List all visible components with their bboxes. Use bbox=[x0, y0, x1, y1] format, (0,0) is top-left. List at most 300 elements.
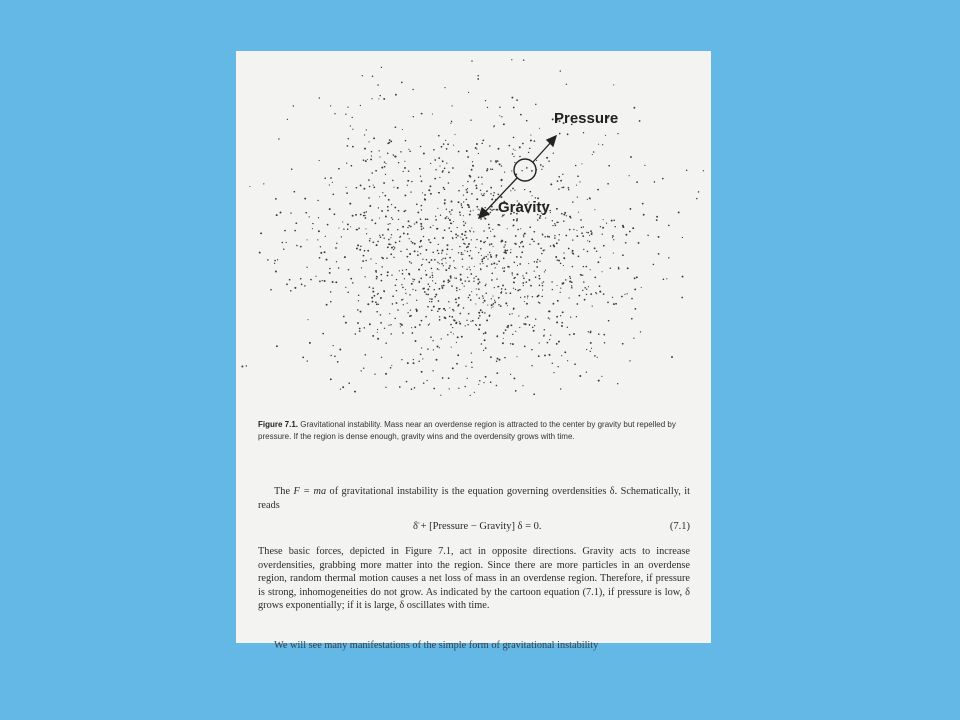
particle bbox=[483, 257, 485, 259]
particle bbox=[419, 246, 421, 248]
particle bbox=[541, 282, 542, 283]
particle bbox=[430, 336, 432, 338]
particle bbox=[346, 187, 347, 188]
particle bbox=[544, 250, 545, 251]
particle bbox=[520, 228, 521, 229]
particle bbox=[510, 252, 511, 253]
particle bbox=[409, 238, 410, 239]
particle bbox=[481, 193, 482, 194]
particle bbox=[451, 316, 453, 318]
particle bbox=[529, 244, 530, 245]
particle bbox=[509, 314, 510, 315]
particle bbox=[629, 360, 630, 361]
particle bbox=[409, 261, 410, 262]
particle bbox=[449, 316, 451, 318]
particle bbox=[390, 141, 392, 143]
particle bbox=[364, 250, 366, 252]
particle bbox=[470, 210, 471, 211]
particle bbox=[629, 175, 630, 176]
particle bbox=[560, 287, 561, 288]
figure-caption bbox=[258, 419, 690, 443]
particle bbox=[511, 272, 513, 274]
particle bbox=[367, 250, 369, 252]
particle bbox=[342, 386, 344, 388]
particle bbox=[468, 280, 470, 282]
particle bbox=[505, 292, 507, 294]
particle bbox=[682, 276, 684, 278]
particle bbox=[368, 197, 370, 199]
particle bbox=[442, 287, 444, 289]
particle bbox=[552, 289, 553, 290]
particle bbox=[527, 316, 529, 318]
particle bbox=[476, 187, 478, 189]
particle bbox=[504, 267, 506, 269]
particle bbox=[485, 332, 486, 333]
particle bbox=[466, 150, 468, 152]
particle bbox=[529, 191, 531, 193]
particle bbox=[487, 107, 488, 108]
particle bbox=[487, 254, 488, 255]
particle bbox=[686, 170, 687, 171]
particle bbox=[408, 170, 410, 172]
particle bbox=[446, 162, 447, 163]
particle bbox=[455, 233, 457, 235]
particle bbox=[409, 294, 410, 295]
particle bbox=[408, 225, 410, 227]
particle bbox=[404, 167, 406, 169]
particle bbox=[484, 256, 485, 257]
particle bbox=[361, 370, 362, 371]
particle bbox=[607, 183, 609, 185]
particle bbox=[437, 310, 439, 312]
particle bbox=[428, 239, 430, 241]
particle bbox=[543, 335, 545, 337]
particle bbox=[436, 359, 438, 361]
particle bbox=[390, 253, 392, 255]
particle bbox=[481, 343, 483, 345]
particle bbox=[412, 242, 414, 244]
particle bbox=[315, 276, 316, 277]
particle bbox=[376, 263, 377, 264]
particle bbox=[443, 280, 445, 282]
particle bbox=[379, 235, 380, 236]
particle bbox=[377, 338, 379, 340]
particle bbox=[517, 265, 518, 266]
particle bbox=[352, 117, 353, 118]
particle bbox=[590, 269, 591, 270]
particle bbox=[437, 346, 439, 348]
particle bbox=[513, 149, 514, 150]
particle bbox=[394, 247, 396, 249]
particle bbox=[420, 278, 422, 280]
particle bbox=[416, 300, 417, 301]
particle bbox=[457, 235, 459, 237]
particle bbox=[396, 290, 398, 292]
particle bbox=[457, 336, 459, 338]
particle bbox=[548, 317, 549, 318]
particle bbox=[459, 313, 461, 315]
particle bbox=[418, 269, 420, 271]
particle bbox=[411, 283, 413, 285]
particle bbox=[365, 228, 366, 229]
particle bbox=[593, 151, 595, 153]
particle bbox=[359, 328, 361, 330]
particle bbox=[586, 266, 588, 268]
particle bbox=[385, 342, 387, 344]
particle bbox=[596, 293, 597, 294]
particle bbox=[429, 185, 431, 187]
particle bbox=[360, 184, 362, 186]
particle bbox=[287, 119, 288, 120]
particle bbox=[584, 299, 586, 301]
particle bbox=[342, 222, 343, 223]
particle bbox=[356, 187, 358, 189]
particle bbox=[590, 331, 591, 332]
particle bbox=[466, 199, 468, 201]
particle bbox=[478, 252, 479, 253]
particle bbox=[381, 167, 383, 169]
particle bbox=[312, 228, 313, 229]
particle bbox=[370, 258, 371, 259]
particle bbox=[536, 266, 538, 268]
particle bbox=[326, 259, 328, 261]
particle bbox=[555, 225, 557, 227]
particle bbox=[392, 219, 393, 220]
particle bbox=[597, 261, 599, 263]
particle bbox=[469, 230, 470, 231]
particle bbox=[387, 229, 389, 231]
particle bbox=[536, 261, 538, 263]
particle bbox=[510, 292, 512, 294]
particle bbox=[562, 283, 564, 285]
particle bbox=[422, 358, 423, 359]
particle bbox=[455, 302, 457, 304]
particle bbox=[498, 304, 500, 306]
particle bbox=[432, 280, 433, 281]
particle bbox=[512, 343, 514, 345]
particle bbox=[412, 332, 414, 334]
particle bbox=[629, 231, 631, 233]
particle bbox=[602, 144, 603, 145]
particle bbox=[537, 296, 539, 298]
particle bbox=[634, 288, 636, 290]
particle bbox=[349, 203, 351, 205]
particle bbox=[594, 277, 596, 279]
particle bbox=[605, 135, 606, 136]
particle bbox=[618, 267, 619, 268]
particle bbox=[412, 89, 413, 90]
particle bbox=[610, 267, 611, 268]
particle bbox=[418, 281, 420, 283]
particle bbox=[357, 244, 359, 246]
particle bbox=[532, 296, 533, 297]
particle bbox=[530, 135, 531, 136]
particle bbox=[291, 168, 293, 170]
particle bbox=[469, 214, 471, 216]
particle bbox=[560, 388, 561, 389]
particle bbox=[362, 260, 364, 262]
particle bbox=[524, 296, 526, 298]
particle bbox=[376, 311, 378, 313]
particle bbox=[390, 333, 391, 334]
particle bbox=[478, 209, 479, 210]
particle bbox=[520, 297, 521, 298]
particle bbox=[379, 156, 380, 157]
particle bbox=[521, 170, 522, 171]
particle bbox=[333, 345, 334, 346]
particle bbox=[572, 250, 574, 252]
particle bbox=[698, 191, 700, 193]
particle bbox=[329, 184, 330, 185]
particle bbox=[451, 121, 453, 123]
particle bbox=[475, 185, 477, 187]
particle bbox=[491, 209, 493, 211]
particle bbox=[556, 343, 558, 345]
particle bbox=[507, 266, 509, 268]
particle bbox=[510, 249, 511, 250]
particle bbox=[464, 243, 465, 244]
particle bbox=[364, 327, 365, 328]
particle bbox=[505, 252, 507, 254]
particle bbox=[387, 153, 389, 155]
particle bbox=[451, 223, 452, 224]
particle bbox=[492, 296, 493, 297]
particle bbox=[638, 242, 640, 244]
particle bbox=[380, 236, 382, 238]
particle bbox=[453, 221, 454, 222]
particle bbox=[480, 263, 481, 264]
particle bbox=[490, 209, 492, 211]
particle bbox=[572, 266, 573, 267]
particle bbox=[544, 236, 546, 238]
particle bbox=[445, 258, 447, 260]
particle bbox=[530, 140, 532, 142]
particle bbox=[432, 252, 434, 254]
particle bbox=[599, 291, 601, 293]
particle bbox=[470, 321, 471, 322]
particle bbox=[443, 143, 445, 145]
particle bbox=[491, 263, 493, 265]
particle bbox=[479, 297, 481, 299]
particle bbox=[452, 367, 454, 369]
particle bbox=[381, 257, 382, 258]
particle bbox=[560, 180, 562, 182]
particle bbox=[341, 236, 342, 237]
particle bbox=[526, 272, 528, 274]
particle bbox=[408, 220, 410, 222]
particle bbox=[444, 167, 446, 169]
particle bbox=[290, 290, 292, 292]
particle bbox=[629, 208, 631, 210]
particle bbox=[438, 192, 439, 193]
particle bbox=[471, 60, 472, 61]
particle bbox=[280, 212, 282, 214]
particle bbox=[470, 299, 472, 301]
particle bbox=[425, 270, 426, 271]
particle bbox=[433, 306, 435, 308]
particle bbox=[423, 228, 424, 229]
particle bbox=[598, 380, 600, 382]
particle bbox=[421, 205, 423, 207]
particle bbox=[617, 383, 618, 384]
particle bbox=[556, 321, 558, 323]
particle bbox=[387, 210, 389, 212]
particle bbox=[485, 376, 487, 378]
particle bbox=[504, 244, 505, 245]
particle bbox=[398, 210, 400, 212]
particle bbox=[512, 188, 514, 190]
particle bbox=[393, 257, 394, 258]
particle bbox=[539, 342, 540, 343]
particle bbox=[520, 256, 522, 258]
particle bbox=[471, 193, 473, 195]
particle bbox=[388, 199, 390, 201]
particle bbox=[372, 287, 374, 289]
particle bbox=[603, 334, 605, 336]
particle bbox=[453, 333, 454, 334]
particle bbox=[586, 294, 587, 295]
particle bbox=[511, 59, 512, 60]
particle bbox=[363, 188, 365, 190]
particle bbox=[421, 113, 423, 115]
particle bbox=[459, 323, 461, 325]
particle bbox=[363, 367, 364, 368]
particle bbox=[305, 212, 307, 214]
particle bbox=[476, 206, 478, 208]
particle bbox=[448, 218, 449, 219]
particle bbox=[643, 214, 645, 216]
caption-text: Gravitational instability. Mass near an overdense region is attracted to the center by gravity but repelled by pressure. If the region is dense enough, gravity wins and the overdensity grows with time. bbox=[258, 420, 676, 441]
particle bbox=[516, 356, 517, 357]
particle bbox=[594, 355, 596, 357]
particle bbox=[583, 132, 584, 133]
particle bbox=[296, 245, 298, 247]
particle bbox=[602, 234, 603, 235]
particle bbox=[519, 289, 521, 291]
particle bbox=[461, 233, 463, 235]
particle bbox=[481, 261, 483, 263]
particle bbox=[431, 268, 433, 270]
particle bbox=[363, 159, 365, 161]
particle bbox=[557, 259, 558, 260]
particle bbox=[350, 125, 351, 126]
particle bbox=[589, 198, 590, 199]
particle bbox=[372, 76, 374, 78]
particle bbox=[471, 169, 473, 171]
particle bbox=[307, 319, 308, 320]
particle bbox=[371, 155, 372, 156]
particle bbox=[420, 176, 421, 177]
particle bbox=[474, 180, 475, 181]
particle bbox=[479, 324, 481, 326]
particle bbox=[437, 268, 439, 270]
particle bbox=[467, 181, 469, 183]
particle bbox=[513, 277, 515, 279]
particle bbox=[503, 338, 504, 339]
particle bbox=[602, 271, 603, 272]
particle bbox=[531, 349, 533, 351]
particle bbox=[529, 148, 530, 149]
particle bbox=[377, 332, 378, 333]
particle bbox=[582, 290, 583, 291]
particle bbox=[363, 255, 365, 257]
particle bbox=[456, 290, 457, 291]
particle bbox=[442, 377, 444, 379]
particle bbox=[653, 264, 655, 266]
particle bbox=[493, 209, 495, 211]
particle bbox=[432, 370, 433, 371]
particle bbox=[451, 347, 452, 348]
particle bbox=[606, 222, 607, 223]
particle bbox=[371, 297, 373, 299]
particle bbox=[278, 138, 279, 139]
particle bbox=[455, 298, 457, 300]
particle bbox=[411, 327, 412, 328]
particle bbox=[402, 129, 403, 130]
particle bbox=[538, 243, 540, 245]
particle bbox=[476, 288, 477, 289]
particle bbox=[484, 218, 485, 219]
particle bbox=[419, 168, 421, 170]
particle bbox=[445, 217, 447, 219]
particle bbox=[454, 320, 456, 322]
particle bbox=[295, 222, 297, 224]
para1-text-a: The bbox=[274, 486, 294, 497]
particle bbox=[495, 162, 496, 163]
particle bbox=[490, 356, 492, 358]
particle bbox=[548, 311, 550, 313]
particle bbox=[530, 285, 532, 287]
particle bbox=[417, 251, 418, 252]
particle bbox=[324, 251, 326, 253]
particle bbox=[366, 211, 367, 212]
particle bbox=[411, 262, 412, 263]
particle bbox=[639, 120, 641, 122]
particle bbox=[573, 229, 574, 230]
particle bbox=[336, 243, 337, 244]
particle bbox=[360, 105, 361, 106]
particle bbox=[388, 325, 389, 326]
particle bbox=[560, 70, 561, 71]
particle bbox=[552, 363, 553, 364]
particle bbox=[603, 245, 605, 247]
particle bbox=[487, 237, 489, 239]
particle bbox=[464, 386, 466, 388]
particle bbox=[539, 261, 540, 262]
particle bbox=[549, 318, 550, 319]
particle bbox=[375, 170, 377, 172]
particle bbox=[548, 236, 550, 238]
particle bbox=[563, 265, 564, 266]
particle bbox=[434, 159, 436, 161]
particle bbox=[375, 270, 377, 272]
particle bbox=[389, 223, 390, 224]
particle bbox=[565, 279, 567, 281]
particle bbox=[603, 293, 605, 295]
particle bbox=[338, 168, 340, 170]
particle bbox=[586, 232, 587, 233]
particle bbox=[397, 187, 399, 189]
particle bbox=[439, 177, 440, 178]
particle bbox=[411, 241, 412, 242]
particle bbox=[439, 319, 441, 321]
particle bbox=[492, 169, 494, 171]
particle bbox=[426, 293, 427, 294]
particle bbox=[456, 342, 457, 343]
particle bbox=[453, 145, 454, 146]
particle bbox=[496, 278, 497, 279]
particle bbox=[401, 82, 403, 84]
